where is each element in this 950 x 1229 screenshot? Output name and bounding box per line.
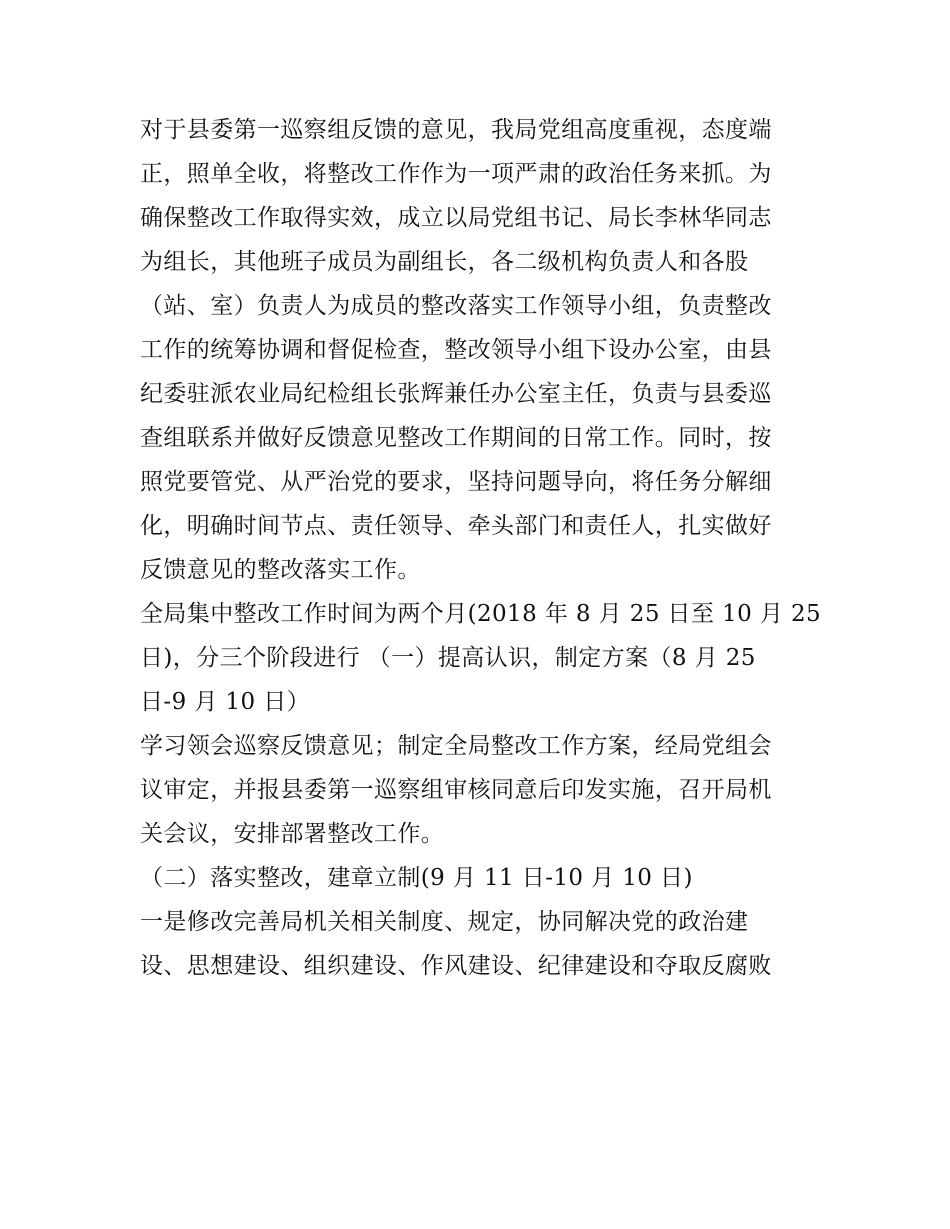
text-line: 工作的统筹协调和督促检查，整改领导小组下设办公室，由县 <box>140 337 772 363</box>
text-line: 纪委驻派农业局纪检组长张辉兼任办公室主任，负责与县委巡 <box>140 381 772 407</box>
text-line: 为组长，其他班子成员为副组长，各二级机构负责人和各股 <box>140 249 749 275</box>
text-line: 议审定，并报县委第一巡察组审核同意后印发实施，召开局机 <box>140 777 772 803</box>
text-line: 照党要管党、从严治党的要求，坚持问题导向，将任务分解细 <box>140 469 772 495</box>
section-heading: （二）落实整改，建章立制(9 月 11 日-10 月 10 日) <box>140 865 693 891</box>
text-line: 设、思想建设、组织建设、作风建设、纪律建设和夺取反腐败 <box>140 953 772 979</box>
text-line: 查组联系并做好反馈意见整改工作期间的日常工作。同时，按 <box>140 425 772 451</box>
text-line: 全局集中整改工作时间为两个月(2018 年 8 月 25 日至 10 月 25 <box>140 601 822 627</box>
text-line: 关会议，安排部署整改工作。 <box>140 821 445 847</box>
text-line: 一是修改完善局机关相关制度、规定，协同解决党的政治建 <box>140 909 749 935</box>
text-line: 日-9 月 10 日） <box>140 689 311 715</box>
text-line: 反馈意见的整改落实工作。 <box>140 557 421 583</box>
text-line: 对于县委第一巡察组反馈的意见，我局党组高度重视，态度端 <box>140 117 772 143</box>
text-line: 化，明确时间节点、责任领导、牵头部门和责任人，扎实做好 <box>140 513 772 539</box>
text-line: 确保整改工作取得实效，成立以局党组书记、局长李林华同志 <box>140 205 772 231</box>
text-line: （站、室）负责人为成员的整改落实工作领导小组，负责整改 <box>140 293 772 319</box>
text-line: 学习领会巡察反馈意见；制定全局整改工作方案，经局党组会 <box>140 733 772 759</box>
text-line: 正，照单全收，将整改工作作为一项严肃的政治任务来抓。为 <box>140 161 772 187</box>
document-body <box>140 108 822 988</box>
text-line: 日)，分三个阶段进行 （一）提高认识，制定方案（8 月 25 <box>140 645 756 671</box>
